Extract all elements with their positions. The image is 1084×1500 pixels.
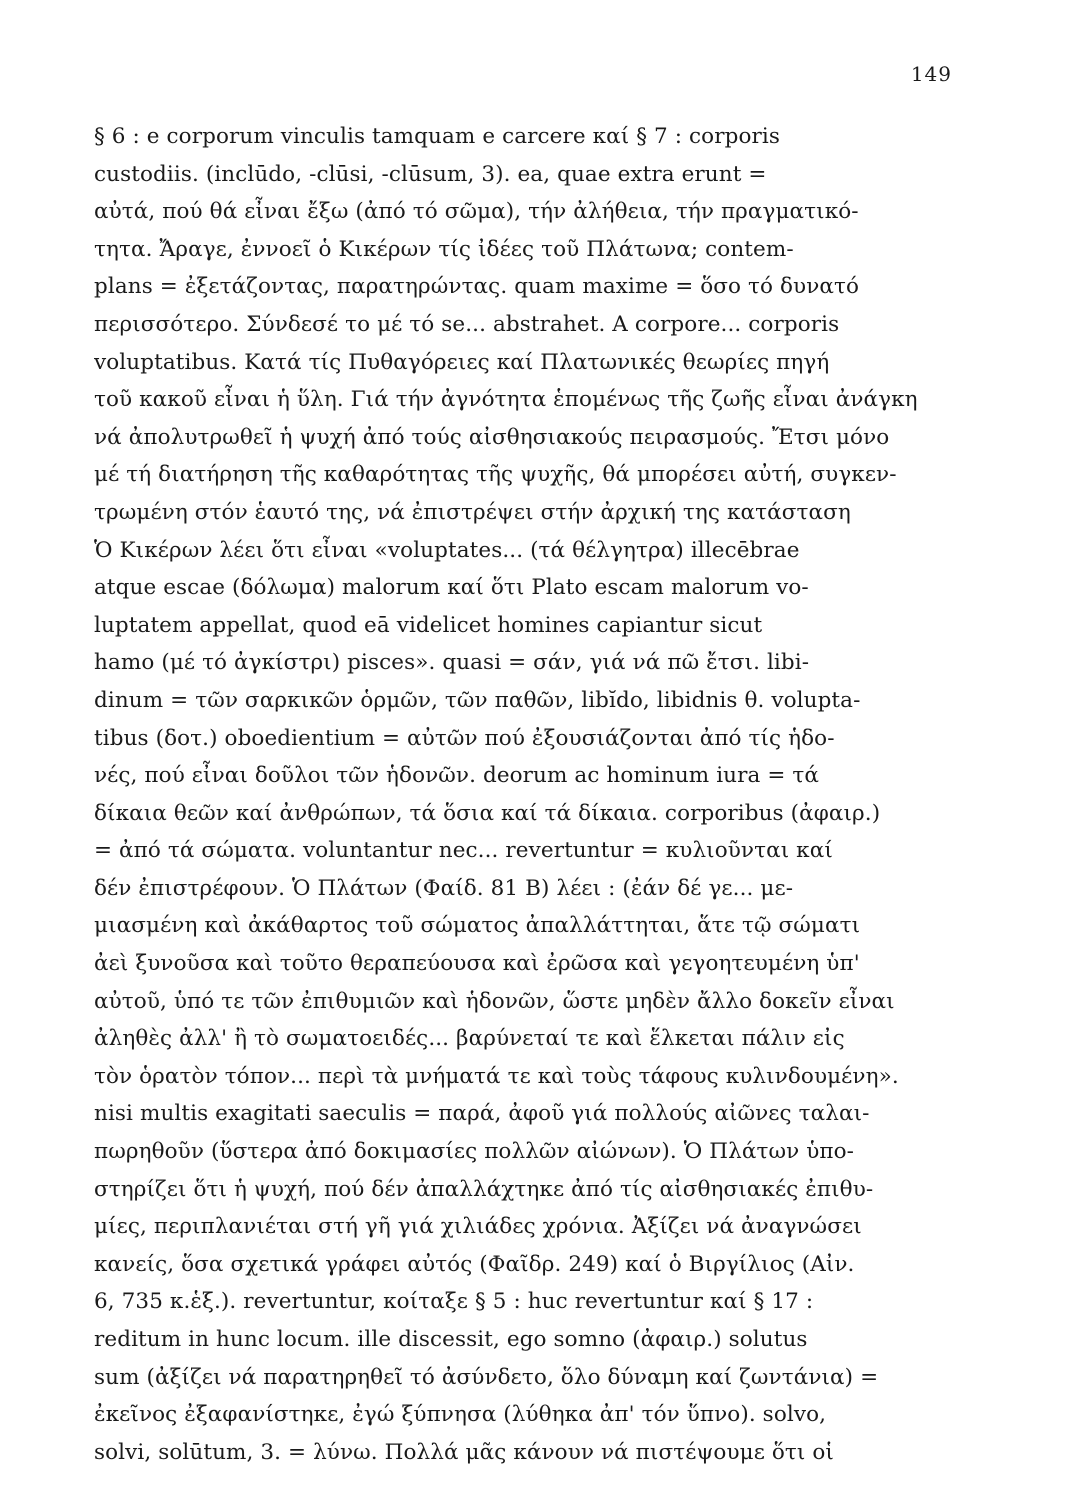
text-line: sum (ἀξίζει νά παρατηρηθεῖ τό ἀσύνδετο, ὅλο δύναμη καί ζωντάνια) = (94, 1364, 879, 1390)
page-number: 149 (910, 62, 952, 86)
text-line: atque escae (δόλωμα) malorum καί ὅτι Plato escam malorum vo- (94, 575, 809, 601)
text-line: μίες, περιπλανιέται στή γῆ γιά χιλιάδες χρόνια. Ἀξίζει νά ἀναγνώσει (94, 1214, 862, 1240)
text-line: κανείς, ὅσα σχετικά γράφει αὐτός (Φαῖδρ. 249) καί ὁ Βιργίλιος (Αἰν. (94, 1251, 855, 1277)
text-line: reditum in hunc locum. ille discessit, ego somno (ἀφαιρ.) solutus (94, 1327, 808, 1352)
text-line: ἀληθὲς ἀλλ' ἢ τὸ σωματοειδές... βαρύνεταί τε καὶ ἕλκεται πάλιν εἰς (94, 1026, 845, 1052)
text-line: custodiis. (inclūdo, -clūsi, -clūsum, 3). ea, quae extra erunt = (94, 161, 767, 187)
text-line: δίκαια θεῶν καί ἀνθρώπων, τά ὅσια καί τά δίκαια. corporibus (ἀφαιρ.) (94, 800, 881, 826)
text-line: 6, 735 κ.ἑξ.). revertuntur, κοίταξε § 5 : huc revertuntur καί § 17 : (94, 1289, 814, 1315)
text-line: τητα. Ἄραγε, ἐννοεῖ ὁ Κικέρων τίς ἰδέες τοῦ Πλάτωνα; contem- (94, 236, 794, 262)
text-line: αὐτοῦ, ὑπό τε τῶν ἐπιθυμιῶν καὶ ἡδονῶν, ὥστε μηδὲν ἄλλο δοκεῖν εἶναι (94, 988, 895, 1014)
text-line: luptatem appellat, quod eā videlicet homines capiantur sicut (94, 612, 763, 638)
text-line: τὸν ὁρατὸν τόπον... περὶ τὰ μνήματά τε καὶ τοὺς τάφους κυλινδουμένη». (94, 1063, 899, 1089)
text-line: § 6 : e corporum vinculis tamquam e carcere καί § 7 : corporis (94, 124, 780, 149)
text-line: hamo (μέ τό ἀγκίστρι) pisces». quasi = σάν, γιά νά πῶ ἔτσι. libi- (94, 650, 810, 676)
text-line: tibus (δοτ.) oboedientium = αὐτῶν πού ἐξουσιάζονται ἀπό τίς ἡδο- (94, 725, 835, 751)
text-line: nisi multis exagitati saeculis = παρά, ἀφοῦ γιά πολλούς αἰῶνες ταλαι- (94, 1101, 870, 1127)
text-line: αὐτά, πού θά εἶναι ἔξω (ἀπό τό σῶμα), τήν ἀλήθεια, τήν πραγματικό- (94, 199, 859, 225)
text-line: δέν ἐπιστρέφουν. Ὁ Πλάτων (Φαίδ. 81 B) λέει : (ἐάν δέ γε... με- (94, 875, 794, 901)
text-line: μιασμένη καὶ ἀκάθαρτος τοῦ σώματος ἀπαλλάττηται, ἅτε τῷ σώματι (94, 913, 861, 939)
text-line: ἀεὶ ξυνοῦσα καὶ τοῦτο θεραπεύουσα καὶ ἐρῶσα καὶ γεγοητευμένη ὑπ' (94, 951, 860, 977)
text-line: νές, πού εἶναι δοῦλοι τῶν ἡδονῶν. deorum ac hominum iura = τά (94, 763, 820, 789)
text-line: τρωμένη στόν ἑαυτό της, νά ἐπιστρέψει στήν ἀρχική της κατάσταση (94, 499, 851, 525)
text-line: νά ἀπολυτρωθεῖ ἡ ψυχή ἀπό τούς αἰσθησιακούς πειρασμούς. Ἔτσι μόνο (94, 424, 890, 450)
text-line: ἐκεῖνος ἐξαφανίστηκε, ἐγώ ξύπνησα (λύθηκα ἀπ' τόν ὕπνο). solvo, (94, 1402, 827, 1428)
text-line: περισσότερο. Σύνδεσέ το μέ τό se... abstrahet. A corpore... corporis (94, 311, 840, 337)
body-text (94, 118, 954, 1471)
text-line: πωρηθοῦν (ὕστερα ἀπό δοκιμασίες πολλῶν αἰώνων). Ὁ Πλάτων ὑπο- (94, 1139, 855, 1165)
text-line: dinum = τῶν σαρκικῶν ὁρμῶν, τῶν παθῶν, libĭdo, libidnis θ. volupta- (94, 687, 861, 713)
text-line: = ἀπό τά σώματα. voluntantur nec... revertuntur = κυλιοῦνται καί (94, 838, 833, 864)
text-line: τοῦ κακοῦ εἶναι ἡ ὕλη. Γιά τήν ἀγνότητα ἑπομένως τῆς ζωῆς εἶναι ἀνάγκη (94, 387, 918, 413)
text-line: voluptatibus. Κατά τίς Πυθαγόρειες καί Πλατωνικές θεωρίες πηγή (94, 349, 830, 375)
text-line: μέ τή διατήρηση τῆς καθαρότητας τῆς ψυχῆς, θά μπορέσει αὐτή, συγκεν- (94, 462, 897, 488)
text-line: solvi, solūtum, 3. = λύνω. Πολλά μᾶς κάνουν νά πιστέψουμε ὅτι οἱ (94, 1439, 834, 1465)
text-line: Ὁ Κικέρων λέει ὅτι εἶναι «voluptates... (τά θέλγητρα) illecēbrae (94, 537, 800, 563)
text-line: στηρίζει ὅτι ἡ ψυχή, πού δέν ἀπαλλάχτηκε ἀπό τίς αἰσθησιακές ἐπιθυ- (94, 1176, 874, 1202)
text-line: plans = ἐξετάζοντας, παρατηρώντας. quam maxime = ὅσο τό δυνατό (94, 274, 860, 300)
